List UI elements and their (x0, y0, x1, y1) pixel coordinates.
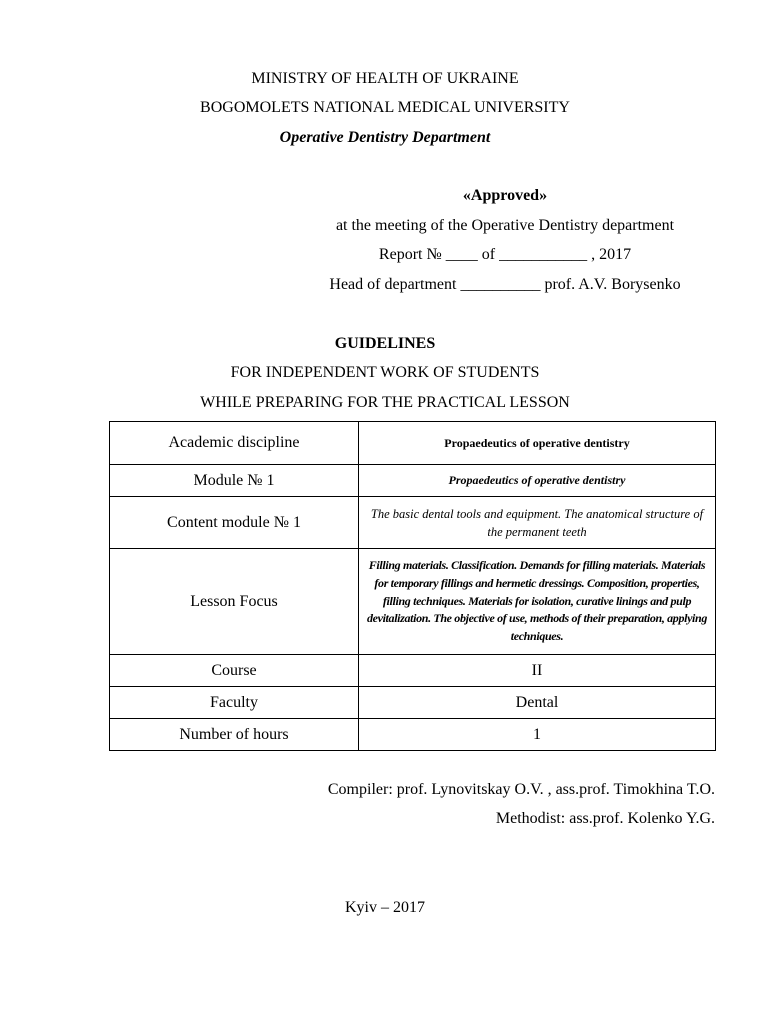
university-title: BOGOMOLETS NATIONAL MEDICAL UNIVERSITY (200, 99, 570, 116)
guidelines-subtitle-1: FOR INDEPENDENT WORK OF STUDENTS (230, 364, 540, 381)
methodist-credit: Methodist: ass.prof. Kolenko Y.G. (495, 810, 715, 827)
table-row (110, 687, 716, 719)
row-label: Academic discipline (110, 422, 359, 465)
table-row (110, 422, 716, 465)
table-row (110, 719, 716, 751)
row-label: Content module № 1 (110, 497, 359, 549)
approval-report: Report № ____ of ___________ , 2017 (378, 246, 632, 263)
table-row (110, 465, 716, 497)
table-row (110, 549, 716, 655)
row-label: Number of hours (110, 719, 359, 751)
row-value: 1 (359, 719, 716, 751)
row-value: Filling materials. Classification. Demands for filling materials. Materials for temporary fillings and hermetic dressings. Composition, properties, filling techniques. Materials for isolation, curative linings and pulp devitalization. The objective of use, methods of their preparation, applying techniques. (359, 549, 716, 655)
department-title: Operative Dentistry Department (279, 129, 491, 146)
row-label: Module № 1 (110, 465, 359, 497)
approval-head: Head of department __________ prof. A.V. Borysenko (329, 276, 681, 293)
lesson-info-table (109, 421, 716, 751)
row-value: Dental (359, 687, 716, 719)
guidelines-subtitle-2: WHILE PREPARING FOR THE PRACTICAL LESSON (200, 394, 570, 411)
guidelines-title: GUIDELINES (334, 335, 436, 352)
place-year: Kyiv – 2017 (345, 899, 425, 916)
approved-heading: «Approved» (462, 187, 548, 204)
table-row (110, 655, 716, 687)
row-label: Faculty (110, 687, 359, 719)
approval-meeting: at the meeting of the Operative Dentistry department (335, 217, 675, 234)
compiler-credit: Compiler: prof. Lynovitskay O.V. , ass.prof. Timokhina T.O. (327, 781, 715, 798)
row-value: The basic dental tools and equipment. The anatomical structure of the permanent teeth (359, 497, 716, 549)
row-label: Course (110, 655, 359, 687)
row-value: Propaedeutics of operative dentistry (359, 465, 716, 497)
table-row (110, 497, 716, 549)
ministry-title: MINISTRY OF HEALTH OF UKRAINE (251, 70, 519, 87)
row-value: II (359, 655, 716, 687)
row-value: Propaedeutics of operative dentistry (359, 422, 716, 465)
row-label: Lesson Focus (110, 549, 359, 655)
